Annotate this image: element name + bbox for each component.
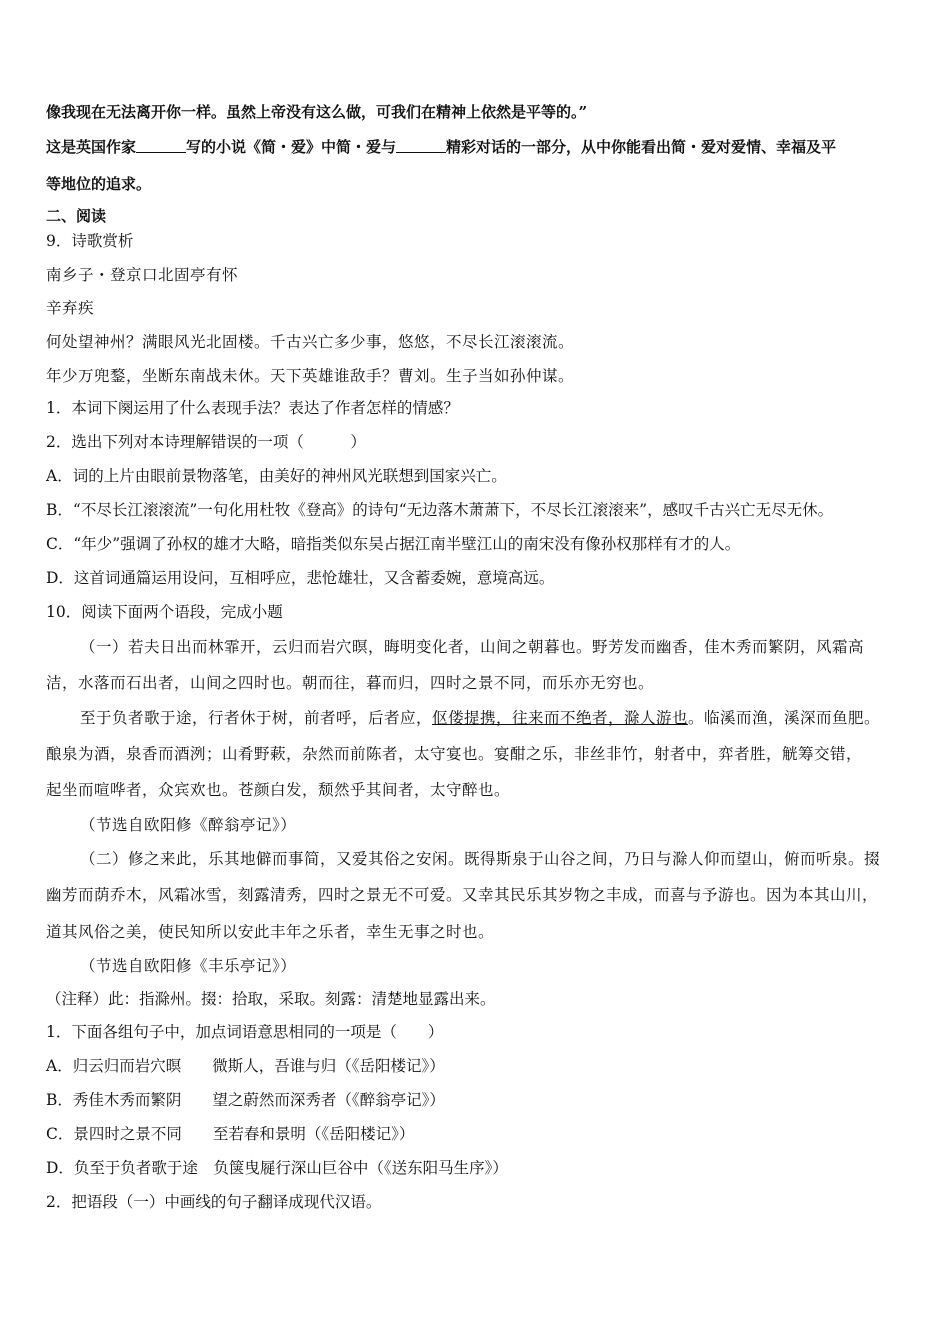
text-fragment: 至于负者歌于途，行者休于树，前者呼，后者应，: [80, 709, 433, 727]
passage-line: 洁，水落而石出者，山间之四时也。朝而往，暮而归，四时之景不同，而乐亦无穷也。: [46, 674, 655, 692]
fill-blank: [136, 138, 186, 153]
passage-line: （二）修之来此，乐其地僻而事简，又爱其俗之安闲。既得斯泉于山谷之间，乃日与滁人仰而望山，俯而听泉。掇: [80, 850, 881, 868]
option-a: A．词的上片由眼前景物落笔，由美好的神州风光联想到国家兴亡。: [46, 467, 507, 485]
option-b: B．秀佳木秀而繁阴 望之蔚然而深秀者（《醉翁亭记》）: [46, 1091, 445, 1109]
sub-question: 1．下面各组句子中，加点词语意思相同的一项是（ ）: [46, 1023, 444, 1041]
option-b: B．“不尽长江滚滚流”一句化用杜牧《登高》的诗句“无边落木萧萧下，不尽长江滚滚来”，感叹千古兴亡无尽无休。: [46, 501, 834, 519]
text-fragment: 写的小说《简・爱》中简・爱与: [186, 138, 397, 156]
passage-source: （节选自欧阳修《醉翁亭记》）: [80, 816, 297, 834]
poem-verse: 何处望神州？满眼风光北固楼。千古兴亡多少事，悠悠，不尽长江滚滚流。: [46, 333, 575, 351]
text-fragment: 这是英国作家: [46, 138, 137, 156]
text-line-with-blanks: [46, 137, 836, 157]
poem-verse: 年少万兜鍪，坐断东南战未休。天下英雄谁敌手？曹刘。生子当如孙仲谋。: [46, 367, 575, 385]
underlined-sentence: 伛偻提携，往来而不绝者，滁人游也: [432, 709, 689, 727]
text-line: 等地位的追求。: [46, 175, 152, 193]
question-title: 10．阅读下面两个语段，完成小题: [46, 603, 283, 621]
question-title: 9．诗歌赏析: [46, 232, 134, 250]
option-d: D．这首词通篇运用设问，互相呼应，悲怆雄壮，又含蓄委婉，意境高远。: [46, 569, 555, 587]
passage-line: 道其风俗之美，使民知所以安此丰年之乐者，幸生无事之时也。: [46, 923, 495, 941]
option-d: D．负至于负者歌于途 负箧曳屣行深山巨谷中（《送东阳马生序》）: [46, 1159, 508, 1177]
passage-line: 酿泉为酒，泉香而酒洌；山肴野蔌，杂然而前陈者，太守宴也。宴酣之乐，非丝非竹，射者中，弈者胜，觥筹交错，: [46, 745, 863, 763]
passage-line: （一）若夫日出而林霏开，云归而岩穴暝，晦明变化者，山间之朝暮也。野芳发而幽香，佳木秀而繁阴，风霜高: [80, 638, 865, 656]
annotation-note: （注释）此：指滁州。掇：拾取，采取。刻露：清楚地显露出来。: [46, 990, 496, 1008]
text-fragment: 精彩对话的一部分，从中你能看出简・爱对爱情、幸福及平: [446, 138, 837, 156]
passage-line: [80, 708, 880, 728]
passage-source: （节选自欧阳修《丰乐亭记》）: [80, 957, 297, 975]
passage-line: 幽芳而荫乔木，风霜冰雪，刻露清秀，四时之景无不可爱。又幸其民乐其岁物之丰成，而喜与予游也。因为本其山川，: [46, 886, 879, 904]
sub-question: 1．本词下阕运用了什么表现手法？表达了作者怎样的情感？: [46, 399, 459, 417]
passage-line: 起坐而喧哗者，众宾欢也。苍颜白发，颓然乎其间者，太守醉也。: [46, 781, 511, 799]
poem-author: 辛弃疾: [46, 299, 95, 317]
option-c: C．景四时之景不同 至若春和景明（《岳阳楼记》）: [46, 1125, 415, 1143]
text-line: 像我现在无法离开你一样。虽然上帝没有这么做，可我们在精神上依然是平等的。”: [46, 103, 588, 121]
sub-question: 2．把语段（一）中画线的句子翻译成现代汉语。: [46, 1193, 382, 1211]
option-c: C．“年少”强调了孙权的雄才大略，暗指类似东吴占据江南半壁江山的南宋没有像孙权那样有才的人。: [46, 535, 741, 553]
fill-blank: [396, 138, 446, 153]
section-heading: 二、阅读: [46, 207, 107, 225]
poem-title: 南乡子・登京口北固亭有怀: [46, 266, 239, 284]
text-fragment: 。临溪而渔，溪深而鱼肥。: [688, 709, 881, 727]
sub-question: 2．选出下列对本诗理解错误的一项（ ）: [46, 433, 366, 451]
option-a: A．归云归而岩穴暝 微斯人，吾谁与归（《岳阳楼记》）: [46, 1057, 445, 1075]
